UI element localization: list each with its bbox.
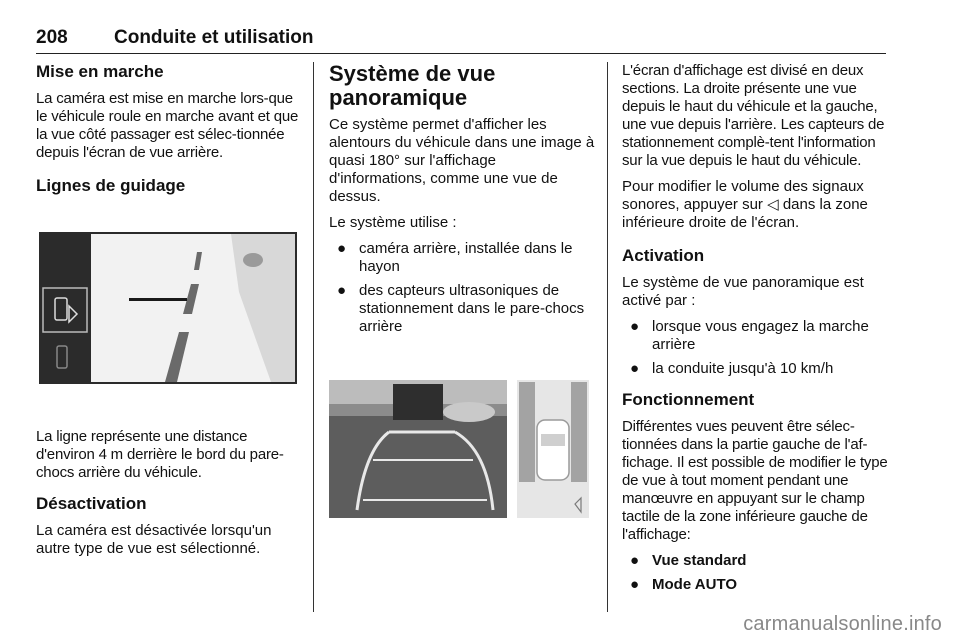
- list-item: ● Vue standard: [630, 552, 747, 569]
- parked-car: [443, 402, 495, 422]
- paragraph-ecran: L'écran d'affichage est divisé en deux sections. La droite présente une vue depuis le haut du véhicule et la gauche, une vue depuis l'arrière. Les capteurs de stationnement complè-tent l'information sur la vue depuis le haut du véhicule.: [622, 62, 885, 169]
- column-divider: [607, 62, 608, 612]
- list-item: ● des capteurs ultrasoniques de stationnement dans le pare-chocs arrière: [337, 282, 585, 335]
- paragraph-volume: Pour modifier le volume des signaux sonores, appuyer sur ◁ dans la zone inférieure droite de l'écran.: [622, 178, 868, 231]
- volume-icon: ◁: [767, 196, 779, 213]
- page-number: 208: [36, 27, 68, 48]
- heading-activation: Activation: [622, 246, 705, 265]
- heading-mise-en-marche: Mise en marche: [36, 62, 164, 81]
- paragraph-fonctionnement: Différentes vues peuvent être sélec-tionnées dans la partie gauche de l'af-fichage. Il est possible de modifier le type de vue à tout moment pendant une manœuvre en appuyant sur le champ tactile de la zone inférieure gauche de l'affichage:: [622, 418, 888, 543]
- heading-lignes-de-guidage: Lignes de guidage: [36, 176, 186, 195]
- list-item: ● caméra arrière, installée dans le hayon: [337, 240, 573, 275]
- sensor-zone-left: [519, 382, 535, 482]
- heading-desactivation: Désactivation: [36, 494, 147, 513]
- paragraph-mise-en-marche: La caméra est mise en marche lors-que le véhicule roule en marche avant et que la vue côté passager est sélec-tionnée depuis l'écran de vue arrière.: [36, 90, 299, 161]
- list-item: ● Mode AUTO: [630, 576, 737, 593]
- paragraph-systeme-utilise: Le système utilise :: [329, 214, 457, 231]
- column-3: [622, 62, 888, 602]
- guide-lines-camera-figure: [39, 232, 297, 384]
- running-title: Conduite et utilisation: [114, 27, 314, 48]
- activation-list: [622, 318, 888, 378]
- panoramic-view-figure: [329, 380, 589, 518]
- paragraph-ligne: La ligne représente une distance d'environ 4 m derrière le bord du pare-chocs arrière du véhicule.: [36, 428, 284, 481]
- heading-systeme-vue-panoramique: Système de vue panoramique: [329, 61, 496, 110]
- vehicle-ahead: [393, 384, 443, 420]
- distance-line: [129, 298, 187, 301]
- paragraph-desactivation: La caméra est désactivée lorsqu'un autre type de vue est sélectionné.: [36, 522, 272, 557]
- paragraph-intro: Ce système permet d'afficher les alentours du véhicule dans une image à quasi 180° sur l'affichage d'informations, comme une vue de dessus.: [329, 116, 595, 205]
- view-types-list: [622, 552, 888, 594]
- watermark: carmanualsonline.info: [743, 613, 942, 635]
- paragraph-activation: Le système de vue panoramique est activé par :: [622, 274, 864, 309]
- list-item: ● la conduite jusqu'à 10 km/h: [630, 360, 834, 377]
- list-item: ● lorsque vous engagez la marche arrière: [630, 318, 869, 353]
- column-2: [329, 62, 595, 518]
- sensor-zone-right: [571, 382, 587, 482]
- systeme-list: [329, 240, 595, 336]
- heading-fonctionnement: Fonctionnement: [622, 390, 755, 409]
- vehicle-top-view: [537, 420, 569, 480]
- vehicle-windshield: [541, 434, 565, 446]
- column-1: [36, 62, 300, 566]
- column-divider: [313, 62, 314, 612]
- page-header: [36, 27, 886, 54]
- car-detail: [243, 253, 263, 267]
